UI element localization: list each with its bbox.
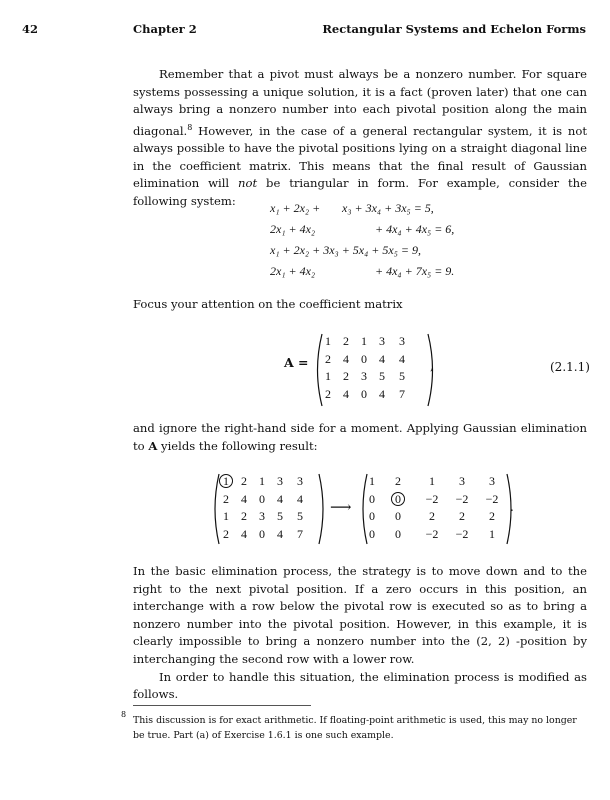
matrix-cell: −2 — [455, 526, 469, 541]
matrix-cell: 0 — [369, 526, 375, 541]
matrix-cell: 5 — [277, 509, 283, 523]
matrix-cell: 4 — [241, 491, 247, 506]
eq-lhs: x₁ + 2x₂ + — [270, 201, 321, 215]
intro-emphasis: not — [238, 176, 258, 191]
matrix-cell: 5 — [297, 509, 303, 523]
strategy-text: In the basic elimination process, the strategy is to move down and to the right to the next pivotal position. If a zero occurs in this position, an interchange with a row below the pivotal row is executed so as to bring a nonzero number into the pivotal position. However, in this example, it is clearly impossible to bring a nonzero number into the (2, 2) -position by interchanging the second row with a lower row. — [133, 564, 587, 666]
matrix-cell: 5 — [379, 369, 385, 383]
matrix-cell: 2 — [223, 491, 229, 506]
matrix-a — [322, 334, 432, 406]
matrix-cell: 0 — [259, 491, 265, 506]
matrix-cell: −2 — [425, 526, 439, 541]
eq-rhs: + 4x₄ + 7x₅ = 9. — [375, 264, 455, 278]
pivot-circle: 1 — [219, 474, 233, 488]
paragraph-intro — [133, 66, 587, 211]
matrix-cell: 2 — [223, 526, 229, 541]
modified-text: In order to handle this situation, the elimination process is modified as follows. — [133, 669, 587, 702]
eq-lhs: 2x₁ + 4x₂ — [270, 264, 316, 278]
eq-lhs: x₁ + 2x₂ + 3x₃ + 5x₄ + 5x₅ = 9, — [270, 243, 421, 257]
ignore-text-1: and ignore the right-hand side for a moment. Applying Gaussian elimination to — [133, 421, 587, 453]
matrix-cell: 3 — [277, 474, 283, 488]
matrix-cell: 1 — [325, 334, 331, 348]
matrix-cell: 0 — [369, 509, 375, 523]
matrix-cell: 2 — [429, 509, 435, 523]
footnote-mark: 8 — [121, 710, 127, 719]
intro-text-1: Remember that a pivot must always be a nonzero number. For square systems possessing a unique solution, it is a fact (proven later) that one can always bring a nonzero number into each pivotal position along the main diagonal. — [133, 67, 587, 138]
matrix-cell: 4 — [241, 526, 247, 541]
matrix-cell: 2 — [325, 351, 331, 366]
matrix-cell: −2 — [455, 491, 469, 506]
chapter-label: Chapter 2 — [133, 22, 197, 36]
matrix-cell: 2 — [241, 474, 247, 488]
matrix-cell: 0 — [361, 351, 367, 366]
matrix-cell: 0 — [395, 526, 401, 541]
elim-right-matrix — [366, 474, 511, 544]
matrix-cell: 4 — [379, 351, 385, 366]
eq-rhs: + 4x₄ + 4x₅ = 6, — [375, 222, 455, 236]
matrix-cell — [387, 492, 409, 507]
matrix-cell: 4 — [343, 351, 349, 366]
matrix-cell: 7 — [297, 526, 303, 541]
elim-period: . — [510, 500, 514, 514]
footnote-text: This discussion is for exact arithmetic. If floating-point arithmetic is used, this may no longer be true. Part (a) of Exercise 1.6.1 is one such example. — [133, 715, 577, 741]
matrix-cell: −2 — [485, 491, 499, 506]
matrix-cell: 1 — [489, 526, 495, 541]
matrix-cell: 2 — [343, 369, 349, 383]
eq-lhs: 2x₁ + 4x₂ — [270, 222, 316, 236]
matrix-cell: 4 — [399, 351, 405, 366]
matrix-cell: 3 — [297, 474, 303, 488]
footnote-ref: 8 — [187, 122, 193, 132]
matrix-cell: 2 — [459, 509, 465, 523]
equation-number: (2.1.1) — [550, 360, 590, 374]
eq-rhs: x₃ + 3x₄ + 3x₅ = 5, — [342, 201, 434, 215]
matrix-cell: 0 — [259, 526, 265, 541]
matrix-cell: 1 — [223, 509, 229, 523]
matrix-cell: 1 — [369, 474, 375, 488]
matrix-cell: 7 — [399, 386, 405, 401]
matrix-cell: 2 — [241, 509, 247, 523]
matrix-cell: 3 — [459, 474, 465, 488]
matrix-cell: −2 — [425, 491, 439, 506]
matrix-cell: 4 — [277, 491, 283, 506]
matrix-cell: 4 — [277, 526, 283, 541]
elim-left-matrix — [220, 474, 320, 544]
running-title: Rectangular Systems and Echelon Forms — [322, 22, 586, 36]
matrix-cell: 3 — [399, 334, 405, 348]
matrix-cell: 1 — [259, 474, 265, 488]
matrix-cell: 3 — [361, 369, 367, 383]
matrix-cell: 0 — [395, 509, 401, 523]
matrix-cell: 3 — [259, 509, 265, 523]
intro-text-2: However, in the case of a general rectangular system, it is not always possible to have the pivotal positions lying on a straight diagonal line in the coefficient matrix. This means that the final result of Gaussian elimination will — [133, 123, 587, 191]
matrix-cell: 2 — [325, 386, 331, 401]
matrix-a-comma: , — [430, 359, 434, 373]
matrix-cell: 1 — [325, 369, 331, 383]
matrix-cell: 0 — [361, 386, 367, 401]
matrix-cell: 3 — [489, 474, 495, 488]
ignore-text-2: yields the following result: — [161, 438, 318, 453]
elim-arrow: ⟶ — [330, 498, 352, 516]
matrix-cell: 4 — [297, 491, 303, 506]
matrix-cell: 5 — [399, 369, 405, 383]
matrix-cell: 1 — [429, 474, 435, 488]
matrix-cell: 4 — [343, 386, 349, 401]
paragraph-strategy — [133, 563, 587, 704]
matrix-cell: 2 — [395, 474, 401, 488]
matrix-cell: 2 — [343, 334, 349, 348]
matrix-cell: 4 — [379, 386, 385, 401]
matrix-a-label: A = — [284, 355, 309, 370]
focus-text: Focus your attention on the coefficient matrix — [133, 297, 403, 311]
matrix-cell: 1 — [361, 334, 367, 348]
matrix-cell: 3 — [379, 334, 385, 348]
page-number: 42 — [22, 22, 39, 36]
footnote-rule — [133, 705, 311, 706]
intro-text-3: be triangular in form. For example, consider the following system: — [133, 176, 587, 209]
matrix-cell: 0 — [369, 491, 375, 506]
paragraph-ignore — [133, 420, 587, 455]
matrix-cell: 2 — [489, 509, 495, 523]
pivot-circle: 0 — [391, 492, 405, 506]
ignore-bold-a: A — [148, 438, 158, 453]
